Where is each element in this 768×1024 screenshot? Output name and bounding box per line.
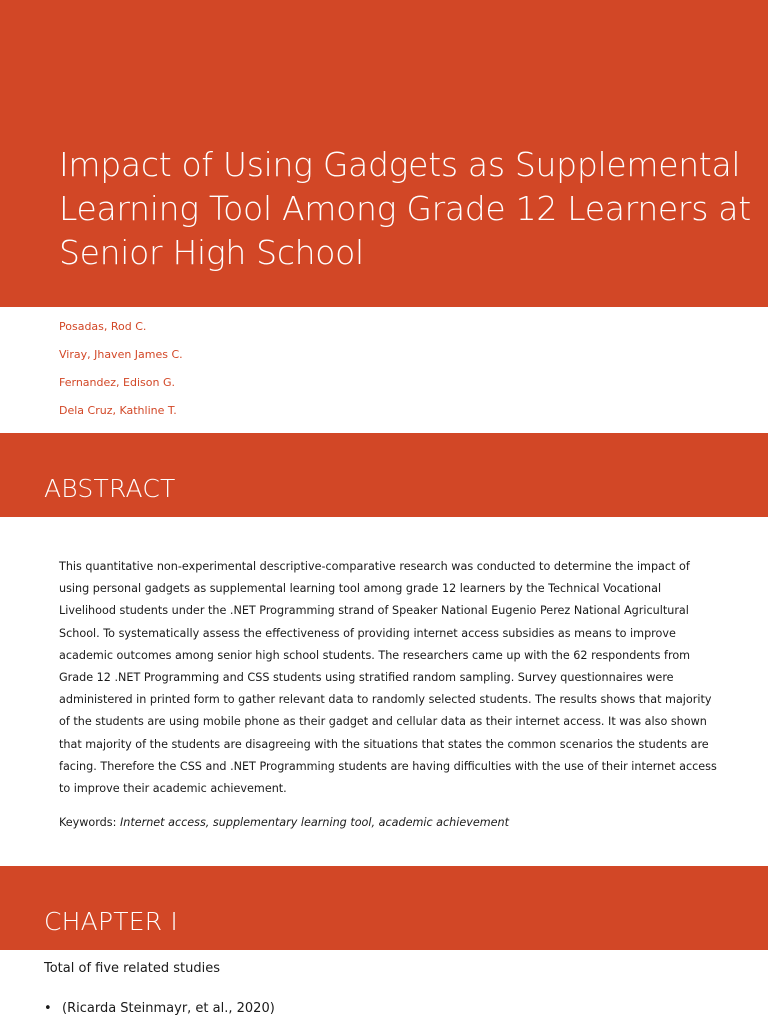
study-citation: (Ricarda Steinmayr, et al., 2020)	[62, 1001, 275, 1016]
chapter-banner	[0, 866, 768, 950]
document-title: Impact of Using Gadgets as Supplemental Learning Tool Among Grade 12 Learners at Senior High School	[59, 145, 751, 272]
keywords-list: Internet access, supplementary learning tool, academic achievement	[119, 816, 510, 829]
abstract-body: This quantitative non-experimental descriptive-comparative research was conducted to determine the impact of using personal gadgets as supplemental learning tool among grade 12 learners by the Technical Vocational Livelihood students under the .NET Programming strand of Speaker National Eugenio Perez National Agricultural School. To systematically assess the effectiveness of providing internet access subsidies as means to improve academic outcomes among senior high school students. The researchers came up with the 62 respondents from Grade 12 .NET Programming and CSS students using stratified random sampling. Survey questionnaires were administered in printed form to gather relevant data to randomly selected students. The results shows that majority of the students are using mobile phone as their gadget and cellular data as their internet access. It was also shown that majority of the students are disagreeing with the situations that states the common scenarios the students are facing. Therefore the CSS and .NET Programming students are having difficulties with the use of their internet access to improve their academic achievement.	[59, 560, 717, 796]
author-name: Viray, Jhaven James C.	[59, 348, 183, 361]
author-name: Dela Cruz, Kathline T.	[59, 404, 177, 417]
author-name: Fernandez, Edison G.	[59, 376, 175, 389]
list-item	[44, 998, 275, 1020]
bullet-icon: •	[44, 1001, 52, 1016]
keywords-label: Keywords:	[59, 816, 120, 829]
related-studies-heading: Total of five related studies	[44, 961, 221, 976]
keywords-line	[59, 812, 509, 834]
title-banner	[0, 0, 768, 307]
author-name: Posadas, Rod C.	[59, 320, 147, 333]
author-list	[59, 318, 183, 430]
chapter-heading: CHAPTER I	[44, 907, 178, 936]
abstract-heading: ABSTRACT	[44, 474, 176, 503]
abstract-banner	[0, 433, 768, 517]
related-studies-list	[44, 998, 275, 1020]
